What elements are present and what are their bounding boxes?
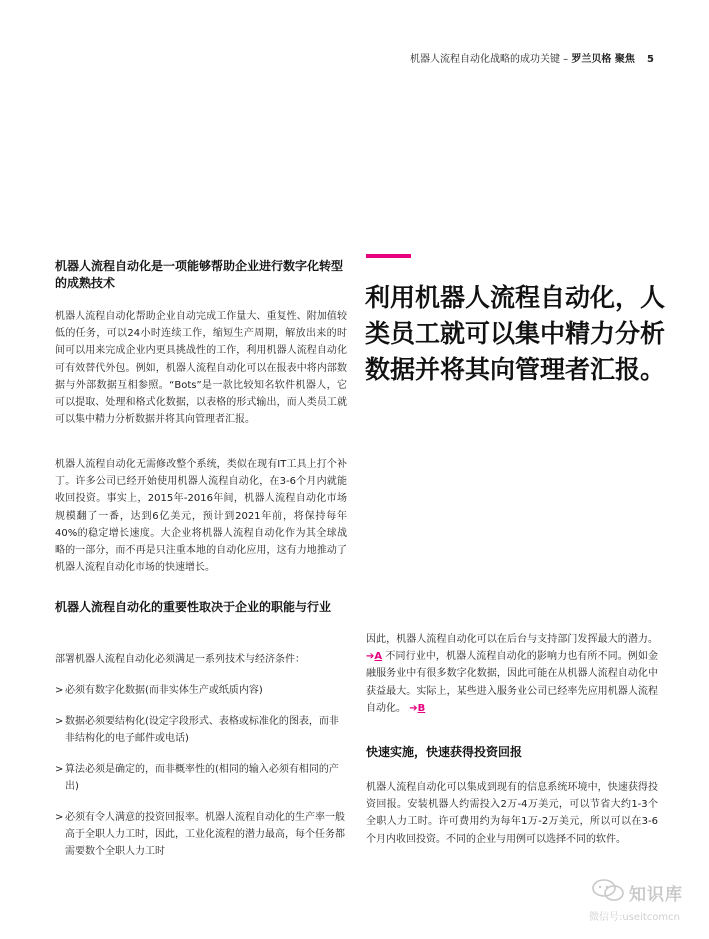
running-header [410, 50, 654, 65]
watermark-name: 知识库 [629, 885, 683, 905]
requirements-list [55, 682, 347, 874]
list-item-text: 数据必须要结构化(设定字段形式、表格或标准化的图表，而非非结构化的电子邮件或电话) [65, 716, 339, 744]
section-heading-quick-roi: 快速实施，快速获得投资回报 [366, 745, 523, 759]
list-item-text: 算法必须是确定的，而非概率性的(相同的输入必须有相同的产出) [65, 764, 339, 792]
page-number: 5 [647, 54, 654, 65]
watermark-account: 微信号:useitcomcn [589, 912, 680, 923]
list-item [55, 682, 347, 699]
list-item [55, 761, 347, 795]
list-item-text: 必须有令人满意的投资回报率。机器人流程自动化的生产率一般高于全职人力工时，因此，工业化流程的潜力最高，每个任务都需要数个全职人力工时 [65, 812, 345, 857]
exhibit-link-a[interactable]: A [374, 651, 383, 663]
exhibit-link-b[interactable]: B [417, 702, 426, 714]
bullet-marker: > [55, 685, 64, 696]
bullet-marker: > [55, 812, 64, 823]
list-item [55, 809, 347, 860]
bullet-marker: > [55, 764, 64, 775]
watermark [589, 878, 699, 928]
section1-paragraph-1: 机器人流程自动化帮助企业自动完成工作量大、重复性、附加值较低的任务，可以24小时连续工作，缩短生产周期，解放出来的时间可以用来完成企业内更具挑战性的工作，利用机器人流程自动化可有效替代外包。例如，机器人流程自动化可以在报表中将内部数据与外部数据互相参照。“Bots”是一款比较知名软件机器人，它可以提取、处理和格式化数据，以表格的形式输出，而人类员工就可以集中精力分析数据并将其向管理者汇报。 [55, 311, 347, 426]
accent-bar [366, 254, 411, 258]
right-paragraph-1-mid: 不同行业中，机器人流程自动化的影响力也有所不同。例如金融服务业中有很多数字化数据，因此可能在从机器人流程自动化中获益最大。实际上，某些进入服务业公司已经率先应用机器人流程自动化。 [366, 651, 658, 714]
section-heading-rpa-mature: 机器人流程自动化是一项能够帮助企业进行数字化转型的成熟技术 [55, 259, 344, 290]
right-paragraph-1 [366, 631, 658, 717]
arrow-icon: ➔ [366, 651, 375, 663]
wechat-logo-icon [591, 878, 625, 902]
brand-label: 罗兰贝格 聚焦 [571, 54, 635, 65]
section2-intro: 部署机器人流程自动化必须满足一系列技术与经济条件： [55, 654, 305, 665]
arrow-icon: ➔ [409, 702, 418, 714]
list-item-text: 必须有数字化数据(而非实体生产或纸质内容) [65, 685, 263, 696]
section1-paragraph-2: 机器人流程自动化无需修改整个系统，类似在现有IT工具上打个补丁。许多公司已经开始使用机器人流程自动化，在3-6个月内就能收回投资。事实上，2015年-2016年间，机器人流程自动化市场规模翻了一番，达到6亿美元，预计到2021年前，将保持每年40%的稳定增长速度。大企业将机器人流程自动化作为其全球战略的一部分，而不再是只注重本地的自动化应用，这有力地推动了机器人流程自动化市场的快速增长。 [55, 459, 347, 574]
right-paragraph-2: 机器人流程自动化可以集成到现有的信息系统环境中，快速获得投资回报。安装机器人约需投入2万-4万美元，可以节省大约1-3个全职人力工时。许可费用约为每年1万-2万美元，所以可以在3-6个月内收回投资。不同的企业与用例可以选择不同的软件。 [366, 782, 658, 845]
pull-quote: 利用机器人流程自动化，人类员工就可以集中精力分析数据并将其向管理者汇报。 [365, 283, 666, 384]
right-paragraph-1-start: 因此，机器人流程自动化可以在后台与支持部门发挥最大的潜力。 [366, 634, 658, 645]
running-title: 机器人流程自动化战略的成功关键 – [409, 54, 569, 65]
bullet-marker: > [55, 716, 64, 727]
list-item [55, 713, 347, 747]
section-heading-function-industry: 机器人流程自动化的重要性取决于企业的职能与行业 [55, 600, 332, 614]
